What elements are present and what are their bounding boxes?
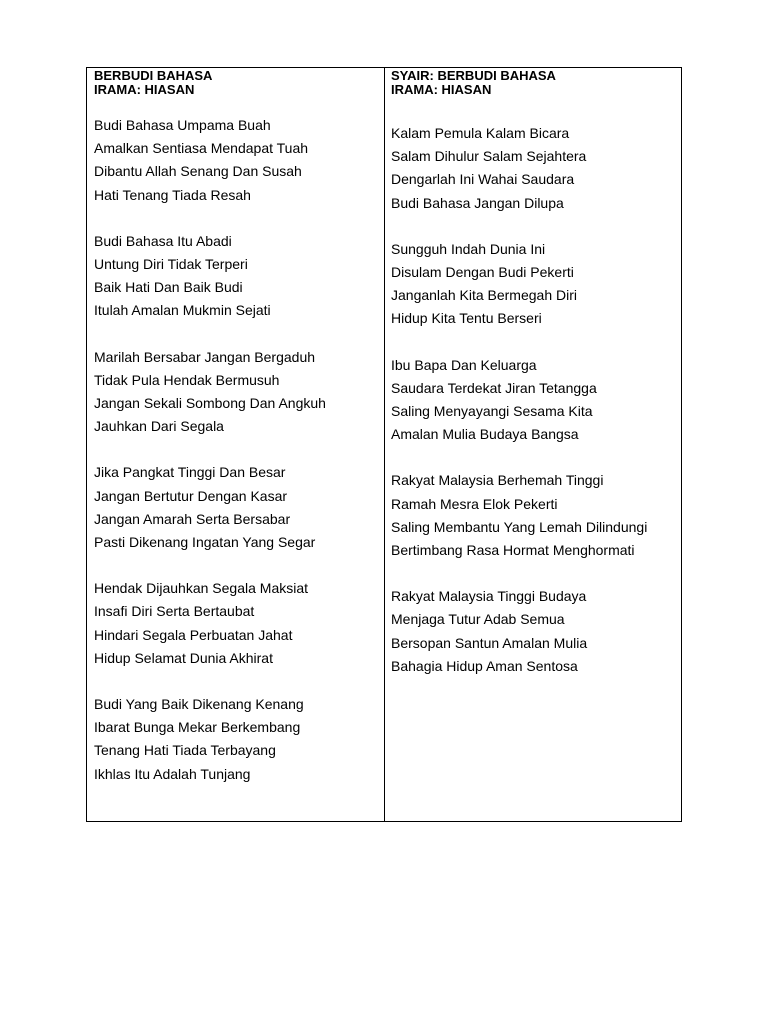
poem-line: Insafi Diri Serta Bertaubat — [94, 603, 255, 620]
poem-line: Saling Menyayangi Sesama Kita — [391, 403, 593, 420]
poem-line: Kalam Pemula Kalam Bicara — [391, 125, 570, 141]
poem-line: Dengarlah Ini Wahai Saudara — [391, 171, 575, 188]
stanza — [94, 461, 384, 554]
poem-line: Ikhlas Itu Adalah Tunjang — [94, 765, 251, 782]
poem-line: Pasti Dikenang Ingatan Yang Segar — [94, 534, 316, 551]
stanza — [94, 230, 384, 323]
poem-line: Tidak Pula Hendak Bermusuh — [94, 371, 280, 388]
poem-line: Jika Pangkat Tinggi Dan Besar — [94, 464, 286, 481]
stanza — [391, 122, 681, 215]
poem-line: Ibu Bapa Dan Keluarga — [391, 356, 537, 373]
poem-line: Jangan Bertutur Dengan Kasar — [94, 487, 288, 504]
poem-line: Hati Tenang Tiada Resah — [94, 186, 251, 203]
stanza — [94, 693, 384, 786]
poem-line: Budi Yang Baik Dikenang Kenang — [94, 696, 304, 713]
poem-line: Disulam Dengan Budi Pekerti — [391, 264, 574, 281]
poem-line: Dibantu Allah Senang Dan Susah — [94, 163, 302, 180]
poem-line: Hidup Selamat Dunia Akhirat — [94, 649, 273, 666]
poem-line: Hendak Dijauhkan Segala Maksiat — [94, 580, 309, 597]
poem-line: Sungguh Indah Dunia Ini — [391, 240, 546, 257]
poem-line: Janganlah Kita Bermegah Diri — [391, 287, 577, 304]
poem-line: Saudara Terdekat Jiran Tetangga — [391, 379, 597, 396]
right-poem-column — [385, 68, 681, 821]
poem-line: Itulah Amalan Mukmin Sejati — [94, 302, 271, 319]
poem-line: Saling Membantu Yang Lemah Dilindungi — [391, 518, 648, 535]
poem-line: Marilah Bersabar Jangan Bergaduh — [94, 348, 316, 365]
right-heading — [391, 68, 681, 97]
poem-line: Baik Hati Dan Baik Budi — [94, 279, 243, 296]
poem-line: Rakyat Malaysia Tinggi Budaya — [391, 588, 587, 605]
poem-line: Rakyat Malaysia Berhemah Tinggi — [391, 472, 604, 489]
poem-table — [86, 67, 682, 822]
right-heading-rhythm: IRAMA: HIASAN — [391, 82, 492, 97]
stanza — [391, 238, 681, 331]
poem-line: Hidup Kita Tentu Berseri — [391, 310, 542, 327]
left-heading — [94, 68, 384, 97]
poem-line: Salam Dihulur Salam Sejahtera — [391, 148, 587, 165]
poem-line: Jangan Amarah Serta Bersabar — [94, 510, 291, 527]
poem-line: Budi Bahasa Umpama Buah — [94, 117, 271, 133]
left-heading-title: BERBUDI BAHASA — [94, 68, 213, 83]
left-stanzas — [94, 114, 384, 786]
poem-line: Jangan Sekali Sombong Dan Angkuh — [94, 395, 326, 412]
poem-line: Bahagia Hidup Aman Sentosa — [391, 657, 578, 674]
poem-line: Untung Diri Tidak Terperi — [94, 256, 248, 273]
poem-line: Amalan Mulia Budaya Bangsa — [391, 426, 579, 443]
stanza — [391, 354, 681, 447]
poem-line: Tenang Hati Tiada Terbayang — [94, 742, 276, 759]
poem-line: Bertimbang Rasa Hormat Menghormati — [391, 542, 635, 559]
stanza — [391, 469, 681, 562]
poem-line: Menjaga Tutur Adab Semua — [391, 611, 565, 628]
left-poem-column — [87, 68, 385, 821]
poem-line: Ramah Mesra Elok Pekerti — [391, 495, 558, 512]
poem-line: Jauhkan Dari Segala — [94, 418, 224, 435]
poem-line: Hindari Segala Perbuatan Jahat — [94, 626, 293, 643]
poem-line: Bersopan Santun Amalan Mulia — [391, 634, 588, 651]
poem-line: Amalkan Sentiasa Mendapat Tuah — [94, 140, 309, 157]
left-heading-rhythm: IRAMA: HIASAN — [94, 82, 195, 97]
stanza — [94, 577, 384, 670]
poem-line: Budi Bahasa Itu Abadi — [94, 232, 232, 249]
poem-line: Budi Bahasa Jangan Dilupa — [391, 194, 564, 211]
stanza — [94, 346, 384, 439]
right-heading-title: SYAIR: BERBUDI BAHASA — [391, 68, 556, 83]
right-stanzas — [391, 122, 681, 678]
poem-line: Ibarat Bunga Mekar Berkembang — [94, 719, 301, 736]
stanza — [391, 585, 681, 678]
stanza — [94, 114, 384, 207]
